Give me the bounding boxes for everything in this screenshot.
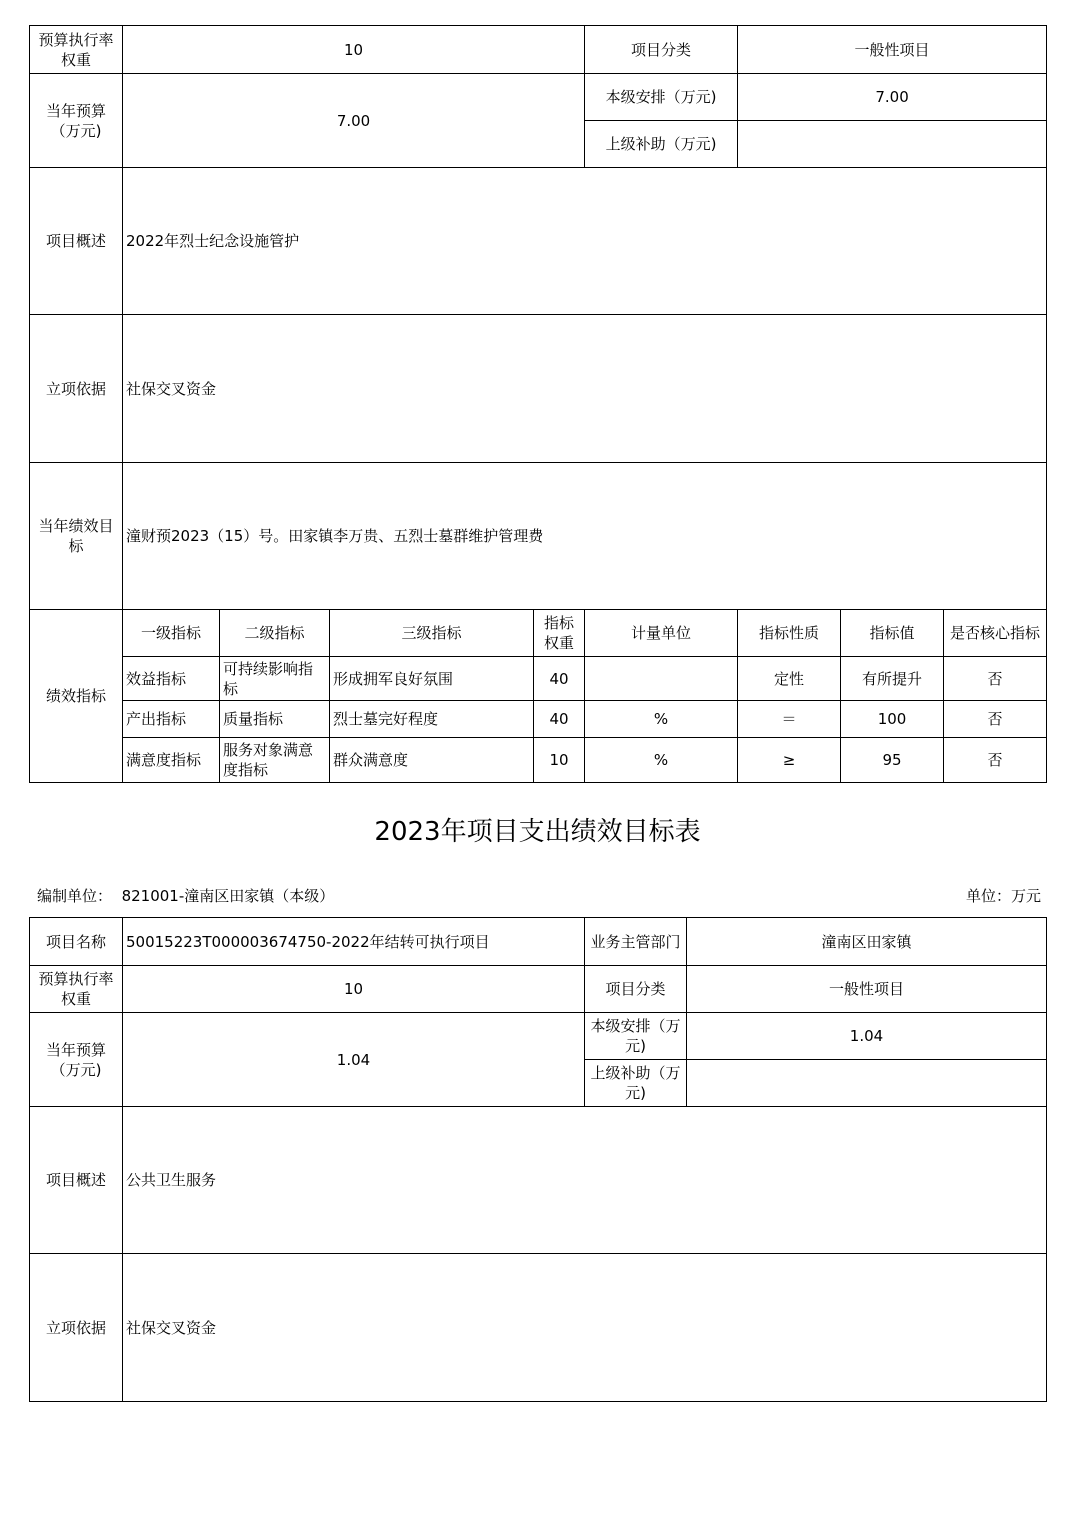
goal-label: 当年绩效目标 [30, 463, 123, 610]
kpi-cell: 否 [944, 657, 1047, 701]
exec-rate-value: 10 [123, 966, 585, 1013]
kpi-header: 一级指标 [123, 610, 220, 657]
exec-rate-value: 10 [123, 26, 585, 74]
kpi-cell: 40 [534, 701, 585, 738]
exec-rate-label: 预算执行率权重 [30, 966, 123, 1013]
page-title: 2023年项目支出绩效目标表 [374, 817, 701, 847]
kpi-header: 三级指标 [330, 610, 534, 657]
category-label: 项目分类 [585, 26, 738, 74]
basis-label: 立项依据 [30, 315, 123, 463]
category-value: 一般性项目 [738, 26, 1047, 74]
kpi-cell: 定性 [738, 657, 841, 701]
local-value: 7.00 [738, 74, 1047, 121]
budget-label: 当年预算（万元) [30, 74, 123, 168]
kpi-cell: 群众满意度 [330, 738, 534, 783]
table-row [30, 657, 1047, 701]
bottom-performance-table [29, 917, 1047, 1402]
name-value: 50015223T000003674750-2022年结转可执行项目 [123, 918, 585, 966]
kpi-cell: 质量指标 [220, 701, 330, 738]
org-label: 编制单位： [37, 887, 113, 905]
table-row [30, 738, 1047, 783]
kpi-header: 指标权重 [534, 610, 585, 657]
kpi-cell: ≥ [738, 738, 841, 783]
budget-value: 1.04 [123, 1013, 585, 1107]
dept-value: 潼南区田家镇 [687, 918, 1047, 966]
basis-label: 立项依据 [30, 1254, 123, 1402]
basis-value: 社保交叉资金 [123, 315, 1047, 463]
kpi-cell: 否 [944, 701, 1047, 738]
overview-label: 项目概述 [30, 1107, 123, 1254]
overview-label: 项目概述 [30, 168, 123, 315]
budget-value: 7.00 [123, 74, 585, 168]
unit-text: 单位：万元 [965, 887, 1041, 905]
kpi-cell: 有所提升 [841, 657, 944, 701]
upper-label: 上级补助（万元) [585, 121, 738, 168]
kpi-cell [585, 657, 738, 701]
kpi-cell: 烈士墓完好程度 [330, 701, 534, 738]
kpi-cell: 满意度指标 [123, 738, 220, 783]
upper-label: 上级补助（万元) [585, 1060, 687, 1107]
kpi-cell: 效益指标 [123, 657, 220, 701]
kpi-header: 指标值 [841, 610, 944, 657]
overview-value: 公共卫生服务 [123, 1107, 1047, 1254]
kpi-header: 指标性质 [738, 610, 841, 657]
category-label: 项目分类 [585, 966, 687, 1013]
kpi-cell: 40 [534, 657, 585, 701]
kpi-cell: 10 [534, 738, 585, 783]
org-line [37, 884, 334, 908]
top-performance-table [29, 25, 1047, 783]
kpi-cell: % [585, 738, 738, 783]
kpi-cell: 95 [841, 738, 944, 783]
kpi-cell: 否 [944, 738, 1047, 783]
exec-rate-label: 预算执行率权重 [30, 26, 123, 74]
kpi-label: 绩效指标 [30, 610, 123, 783]
goal-value: 潼财预2023（15）号。田家镇李万贵、五烈士墓群维护管理费 [123, 463, 1047, 610]
org-value: 821001-潼南区田家镇（本级） [121, 887, 335, 905]
category-value: 一般性项目 [687, 966, 1047, 1013]
table-row [30, 701, 1047, 738]
kpi-cell: 形成拥军良好氛围 [330, 657, 534, 701]
local-value: 1.04 [687, 1013, 1047, 1060]
local-label: 本级安排（万元) [585, 1013, 687, 1060]
dept-label: 业务主管部门 [585, 918, 687, 966]
kpi-cell: % [585, 701, 738, 738]
kpi-header: 是否核心指标 [944, 610, 1047, 657]
overview-value: 2022年烈士纪念设施管护 [123, 168, 1047, 315]
name-label: 项目名称 [30, 918, 123, 966]
kpi-cell: 服务对象满意度指标 [220, 738, 330, 783]
kpi-cell: ＝ [738, 701, 841, 738]
upper-value [738, 121, 1047, 168]
kpi-cell: 100 [841, 701, 944, 738]
upper-value [687, 1060, 1047, 1107]
kpi-header: 计量单位 [585, 610, 738, 657]
budget-label: 当年预算（万元) [30, 1013, 123, 1107]
local-label: 本级安排（万元) [585, 74, 738, 121]
kpi-header: 二级指标 [220, 610, 330, 657]
kpi-cell: 可持续影响指标 [220, 657, 330, 701]
basis-value: 社保交叉资金 [123, 1254, 1047, 1402]
kpi-cell: 产出指标 [123, 701, 220, 738]
